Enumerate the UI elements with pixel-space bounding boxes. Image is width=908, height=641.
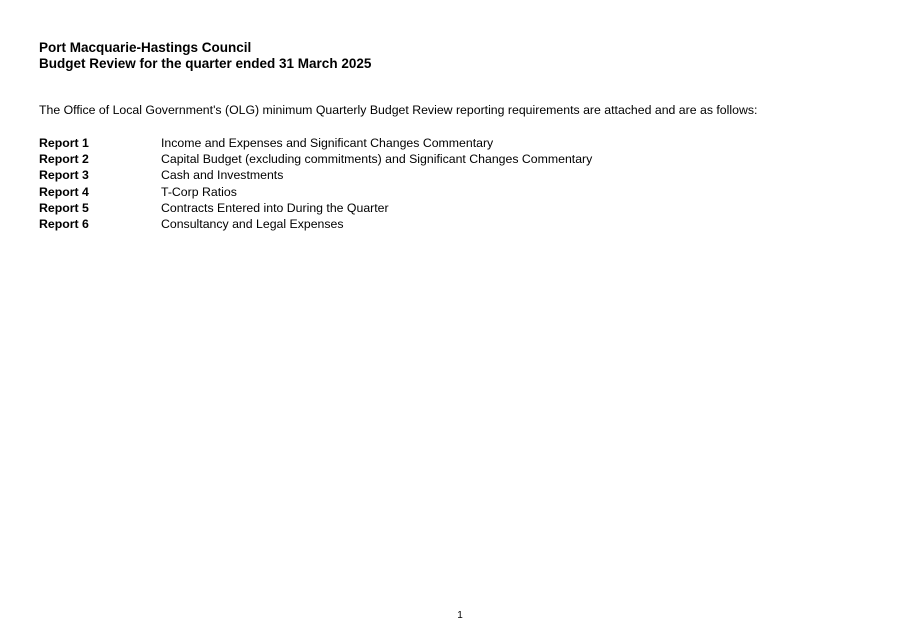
document-title: Budget Review for the quarter ended 31 March 2025 [39, 56, 372, 71]
report-row-1 [39, 135, 592, 151]
title-block [39, 40, 371, 72]
report-row-5 [39, 200, 592, 216]
report-number: Report 5 [39, 200, 89, 215]
report-description: Capital Budget (excluding commitments) and Significant Changes Commentary [161, 152, 593, 167]
report-number: Report 2 [39, 152, 89, 167]
report-row-3 [39, 167, 592, 183]
report-number: Report 3 [39, 168, 89, 183]
report-number: Report 1 [39, 136, 89, 150]
report-row-6 [39, 216, 592, 232]
report-number: Report 4 [39, 184, 89, 199]
intro-paragraph: The Office of Local Government's (OLG) minimum Quarterly Budget Review reporting requirements are attached and are as follows: [39, 103, 758, 117]
report-number: Report 6 [39, 216, 89, 231]
report-list [39, 135, 592, 232]
report-description: Income and Expenses and Significant Changes Commentary [161, 136, 494, 150]
page-number: 1 [457, 610, 463, 621]
report-row-2 [39, 151, 592, 167]
report-description: T-Corp Ratios [161, 184, 237, 199]
report-description: Consultancy and Legal Expenses [161, 216, 344, 231]
organisation-name: Port Macquarie-Hastings Council [39, 40, 252, 55]
report-description: Contracts Entered into During the Quarter [161, 200, 389, 215]
report-row-4 [39, 184, 592, 200]
report-description: Cash and Investments [161, 168, 284, 183]
